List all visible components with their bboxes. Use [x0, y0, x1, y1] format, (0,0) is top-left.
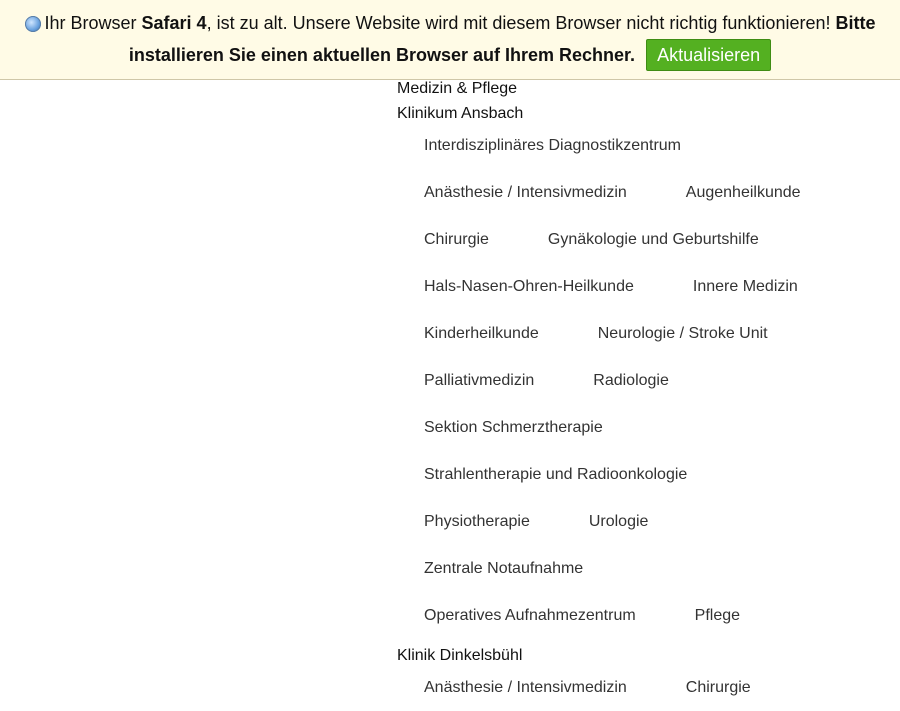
department-link[interactable]: Chirurgie — [685, 678, 751, 696]
warning-text-part2: , ist zu alt. Unsere Website wird mit diesem Browser nicht richtig funktionieren! — [206, 13, 836, 33]
department-link[interactable]: Neurologie / Stroke Unit — [597, 324, 768, 342]
department-row — [424, 451, 897, 498]
main-content — [397, 80, 897, 711]
department-link[interactable]: Chirurgie — [424, 230, 489, 248]
clinic-department-list — [397, 664, 897, 711]
department-link[interactable]: Zentrale Notaufnahme — [424, 559, 584, 577]
department-link[interactable]: Strahlentherapie und Radioonkologie — [424, 465, 688, 483]
department-row — [424, 263, 897, 310]
department-link[interactable]: Hals-Nasen-Ohren-Heilkunde — [424, 277, 634, 295]
browser-warning-banner — [0, 0, 900, 80]
browser-globe-icon — [25, 16, 41, 32]
department-link[interactable]: Sektion Schmerztherapie — [424, 418, 603, 436]
department-link[interactable]: Palliativmedizin — [424, 371, 535, 389]
department-link[interactable]: Innere Medizin — [692, 277, 798, 295]
clinics-container — [397, 106, 897, 711]
department-link[interactable]: Gynäkologie und Geburtshilfe — [547, 230, 759, 248]
department-link[interactable]: Urologie — [588, 512, 649, 530]
department-link[interactable]: Pflege — [694, 606, 741, 624]
clinic-department-list — [397, 122, 897, 639]
department-link[interactable]: Radiologie — [593, 371, 669, 389]
department-link[interactable]: Interdisziplinäres Diagnostikzentrum — [424, 136, 681, 154]
department-row — [424, 122, 897, 169]
warning-text-install: Bitte installieren Sie einen aktuellen Browser auf Ihrem Rechner. — [128, 13, 876, 65]
department-link[interactable]: Operatives Aufnahmezentrum — [424, 606, 636, 624]
category-heading: Medizin & Pflege — [397, 80, 518, 97]
department-row — [424, 404, 897, 451]
warning-text-part1: Ihr Browser — [44, 13, 142, 33]
department-link[interactable]: Augenheilkunde — [685, 183, 801, 201]
department-row — [424, 545, 897, 592]
department-row — [424, 169, 897, 216]
browser-name: Safari 4 — [141, 13, 207, 33]
clinic-heading[interactable]: Klinik Dinkelsbühl — [397, 647, 523, 664]
department-row — [424, 664, 897, 711]
department-link[interactable]: Anästhesie / Intensivmedizin — [424, 183, 627, 201]
department-row — [424, 592, 897, 639]
update-browser-button[interactable]: Aktualisieren — [646, 39, 771, 71]
department-link[interactable]: Physiotherapie — [424, 512, 530, 530]
department-row — [424, 357, 897, 404]
department-link[interactable]: Kinderheilkunde — [424, 324, 539, 342]
department-row — [424, 498, 897, 545]
department-link[interactable]: Anästhesie / Intensivmedizin — [424, 678, 627, 696]
department-row — [424, 216, 897, 263]
clinic-heading[interactable]: Klinikum Ansbach — [397, 105, 524, 122]
department-row — [424, 310, 897, 357]
